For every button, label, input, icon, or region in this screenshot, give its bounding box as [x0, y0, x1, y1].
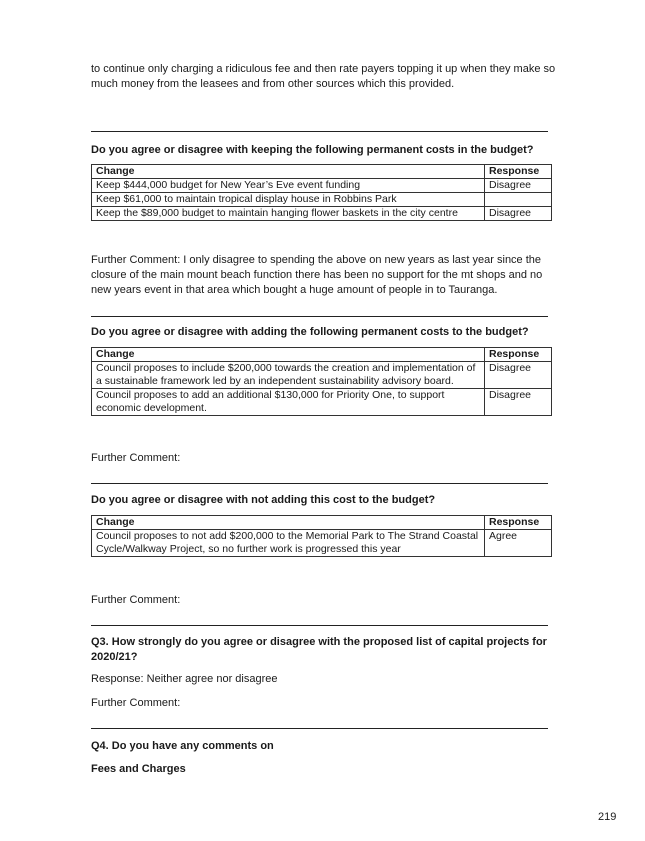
- section-divider: [91, 625, 548, 626]
- change-header: Change: [92, 348, 485, 362]
- response-cell: Disagree: [485, 389, 552, 416]
- table-row: [92, 362, 552, 389]
- change-cell: Council proposes to not add $200,000 to the Memorial Park to The Strand Coastal Cycle/Walkway Project, so no further work is progressed this year: [92, 530, 485, 557]
- change-cell: Council proposes to include $200,000 towards the creation and implementation of a sustainable framework led by an independent sustainability advisory board.: [92, 362, 485, 389]
- section1-table: [91, 164, 552, 221]
- table-row: [92, 207, 552, 221]
- q3-question: Q3. How strongly do you agree or disagree with the proposed list of capital projects for 2020/21?: [91, 636, 547, 663]
- table-row: [92, 389, 552, 416]
- change-header: Change: [92, 516, 485, 530]
- section3-table: [91, 515, 552, 557]
- section3-comment: Further Comment:: [91, 594, 181, 606]
- section2-table: [91, 347, 552, 416]
- table-header-row: [92, 516, 552, 530]
- response-cell: Disagree: [485, 207, 552, 221]
- section2-comment: Further Comment:: [91, 452, 181, 464]
- change-header: Change: [92, 165, 485, 179]
- table-row: [92, 530, 552, 557]
- change-cell: Keep the $89,000 budget to maintain hanging flower baskets in the city centre: [92, 207, 485, 221]
- response-header: Response: [485, 165, 552, 179]
- change-cell: Council proposes to add an additional $130,000 for Priority One, to support economic development.: [92, 389, 485, 416]
- q4-question: Q4. Do you have any comments on: [91, 740, 274, 752]
- section-divider: [91, 728, 548, 729]
- response-cell: [485, 193, 552, 207]
- section1-comment: Further Comment: I only disagree to spending the above on new years as last year since the closure of the main mount beach function there has been no support for the mt shops and no new years event in that area which bought a huge amount of people in to Tauranga.: [91, 254, 543, 296]
- response-cell: Disagree: [485, 362, 552, 389]
- section-divider: [91, 483, 548, 484]
- page-number: 219: [598, 811, 617, 823]
- section1-question: Do you agree or disagree with keeping the following permanent costs in the budget?: [91, 144, 534, 156]
- section-divider: [91, 131, 548, 132]
- intro-paragraph: to continue only charging a ridiculous fee and then rate payers topping it up when they make so much money from the leasees and from other sources which this provided.: [91, 63, 556, 90]
- change-cell: Keep $444,000 budget for New Year’s Eve event funding: [92, 179, 485, 193]
- table-row: [92, 179, 552, 193]
- change-cell: Keep $61,000 to maintain tropical display house in Robbins Park: [92, 193, 485, 207]
- section2-question: Do you agree or disagree with adding the following permanent costs to the budget?: [91, 326, 529, 338]
- table-header-row: [92, 348, 552, 362]
- response-cell: Agree: [485, 530, 552, 557]
- section3-question: Do you agree or disagree with not adding this cost to the budget?: [91, 494, 436, 506]
- table-header-row: [92, 165, 552, 179]
- section-divider: [91, 316, 548, 317]
- response-cell: Disagree: [485, 179, 552, 193]
- response-header: Response: [485, 348, 552, 362]
- response-header: Response: [485, 516, 552, 530]
- q4-subheading: Fees and Charges: [91, 763, 186, 775]
- table-row: [92, 193, 552, 207]
- q3-response: Response: Neither agree nor disagree: [91, 673, 278, 685]
- q3-comment: Further Comment:: [91, 697, 181, 709]
